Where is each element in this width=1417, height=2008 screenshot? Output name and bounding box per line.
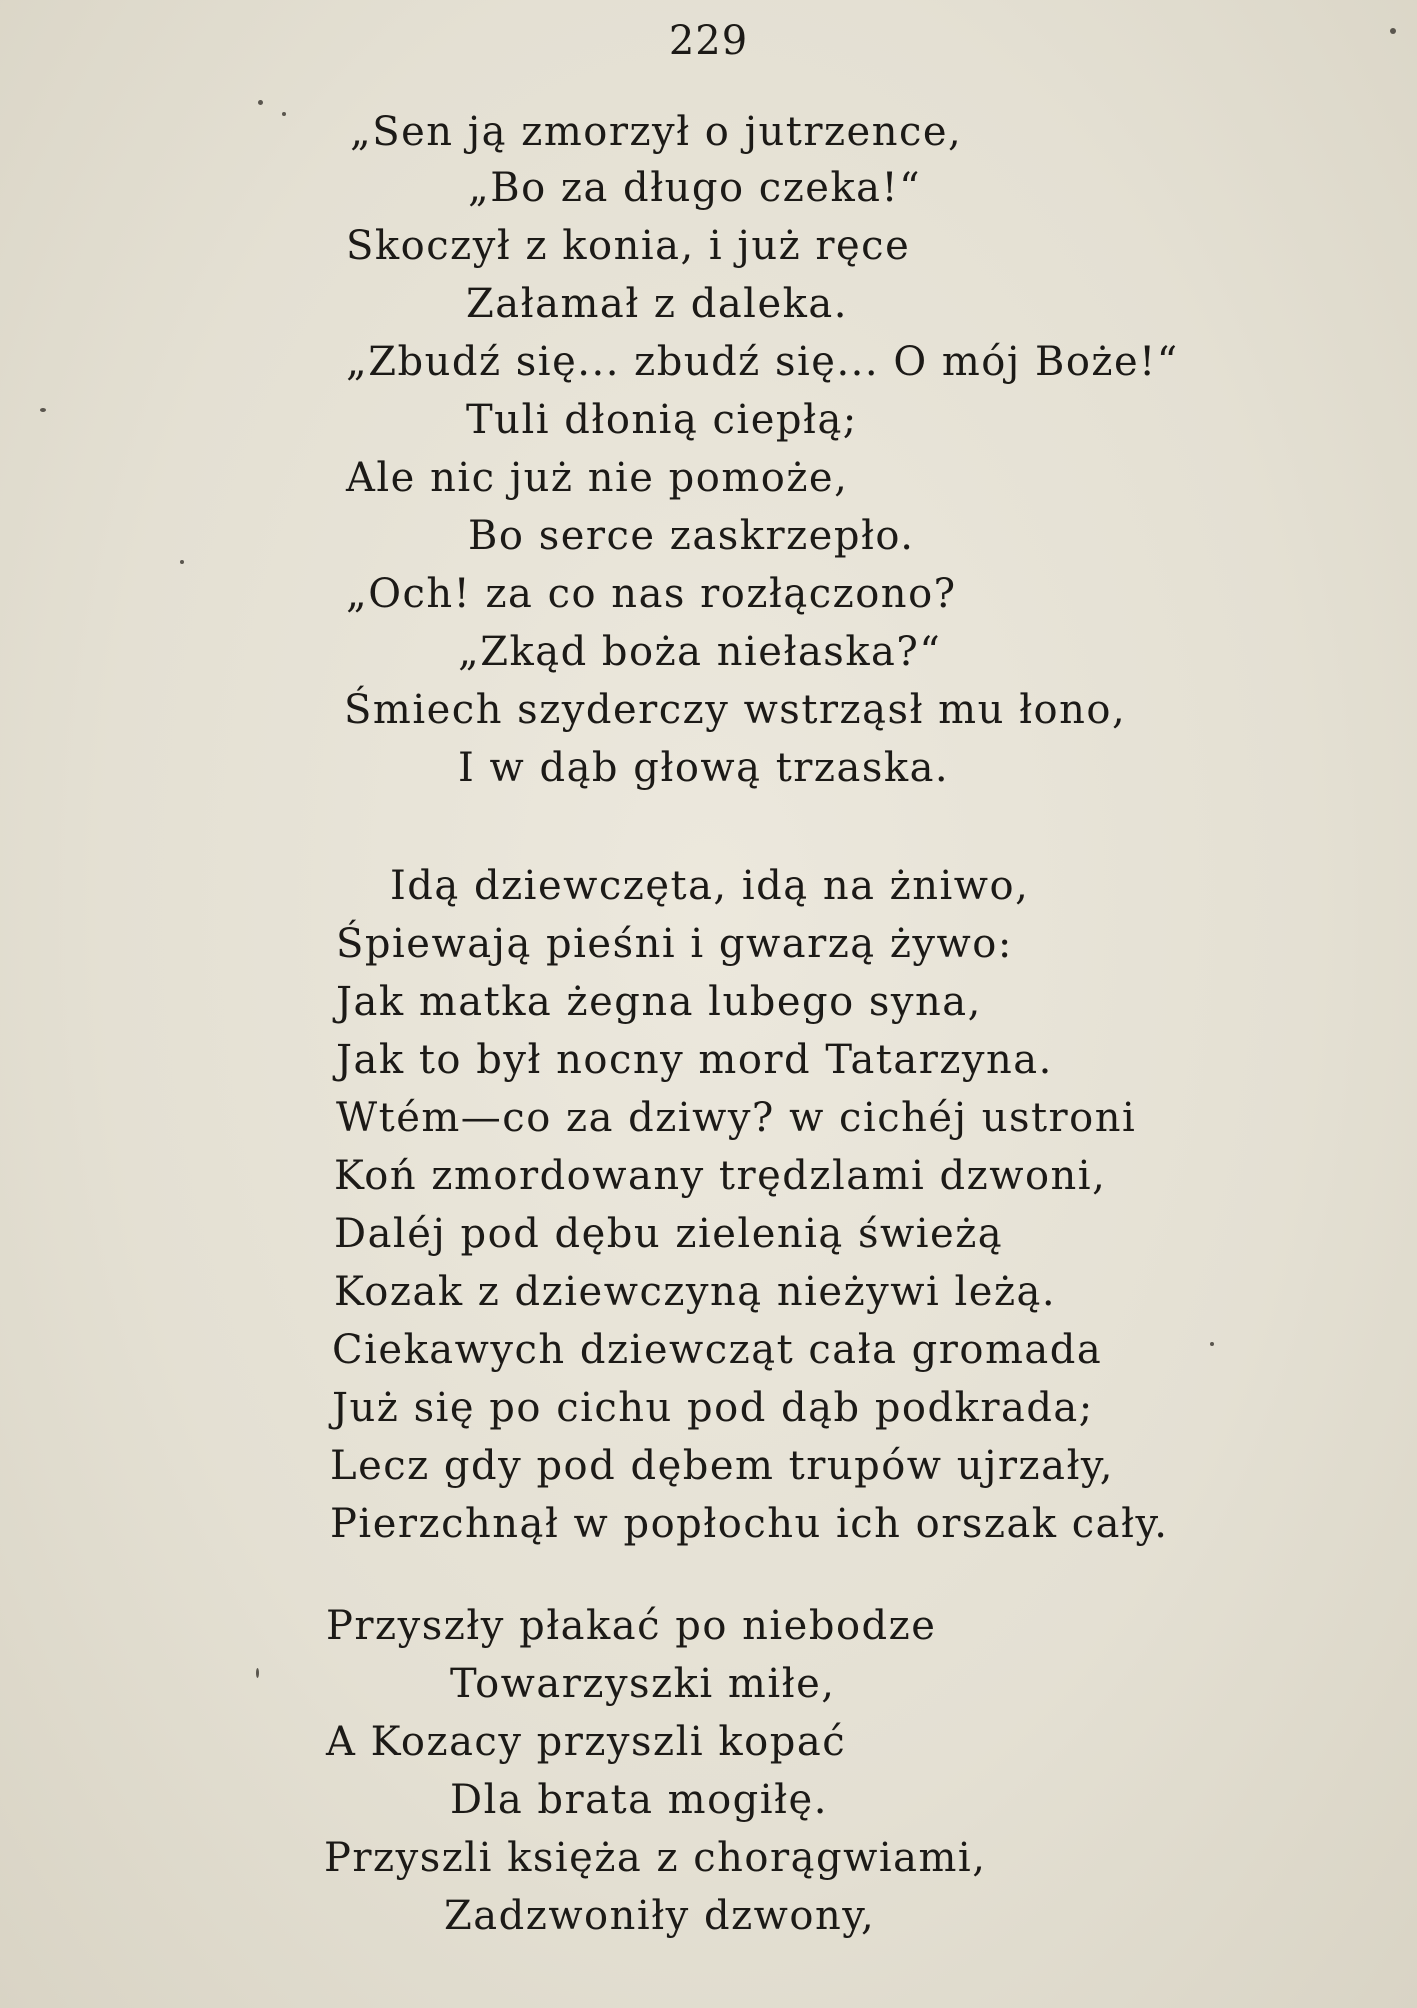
poem-line: Jak matka żegna lubego syna,	[336, 979, 982, 1025]
poem-line: Dla brata mogiłę.	[450, 1777, 828, 1823]
poem-line: Tuli dłonią ciepłą;	[466, 397, 858, 443]
poem-line: Skoczył z konia, i już ręce	[346, 223, 911, 269]
poem-line: Wtém—co za dziwy? w cichéj ustroni	[336, 1095, 1137, 1141]
poem-line: „Sen ją zmorzył o jutrzence,	[350, 109, 963, 155]
poem-line: Przyszły płakać po niebodze	[326, 1603, 937, 1649]
paper-speck	[180, 560, 184, 564]
paper-speck	[282, 112, 286, 116]
paper-speck	[40, 408, 46, 412]
poem-line: Zadzwoniły dzwony,	[444, 1893, 876, 1939]
poem-line: Idą dziewczęta, idą na żniwo,	[390, 863, 1030, 909]
paper-speck	[258, 100, 263, 105]
poem-line: Kozak z dziewczyną nieżywi leżą.	[334, 1269, 1057, 1315]
poem-line: I w dąb głową trzaska.	[458, 745, 950, 791]
poem-line: Towarzyszki miłe,	[450, 1661, 836, 1707]
paper-speck	[1390, 28, 1396, 34]
page-number: 229	[668, 18, 749, 64]
poem-line: Daléj pod dębu zielenią świeżą	[334, 1211, 1004, 1257]
paper-speck	[1210, 1342, 1214, 1346]
poem-line: Lecz gdy pod dębem trupów ujrzały,	[330, 1443, 1114, 1489]
poem-line: Śmiech szyderczy wstrząsł mu łono,	[344, 687, 1127, 733]
poem-line: Jak to był nocny mord Tatarzyna.	[336, 1037, 1053, 1083]
poem-line: Ale nic już nie pomoże,	[346, 455, 849, 501]
poem-line: A Kozacy przyszli kopać	[326, 1719, 847, 1765]
poem-line: „Bo za długo czeka!“	[468, 165, 922, 211]
poem-line: Bo serce zaskrzepło.	[468, 513, 915, 559]
poem-line: Śpiewają pieśni i gwarzą żywo:	[336, 921, 1013, 967]
poem-line: Koń zmordowany trędzlami dzwoni,	[334, 1153, 1107, 1199]
paper-speck	[256, 1668, 259, 1678]
poem-line: Ciekawych dziewcząt cała gromada	[332, 1327, 1103, 1373]
poem-line: Pierzchnął w popłochu ich orszak cały.	[330, 1501, 1169, 1547]
poem-line: „Zbudź się... zbudź się... O mój Boże!“	[346, 339, 1179, 385]
poem-line: Załamał z daleka.	[466, 281, 848, 327]
poem-line: „Och! za co nas rozłączono?	[346, 571, 957, 617]
poem-line: Przyszli księża z chorągwiami,	[324, 1835, 987, 1881]
poem-line: Już się po cichu pod dąb podkrada;	[332, 1385, 1094, 1431]
poem-line: „Zkąd boża niełaska?“	[458, 629, 942, 675]
